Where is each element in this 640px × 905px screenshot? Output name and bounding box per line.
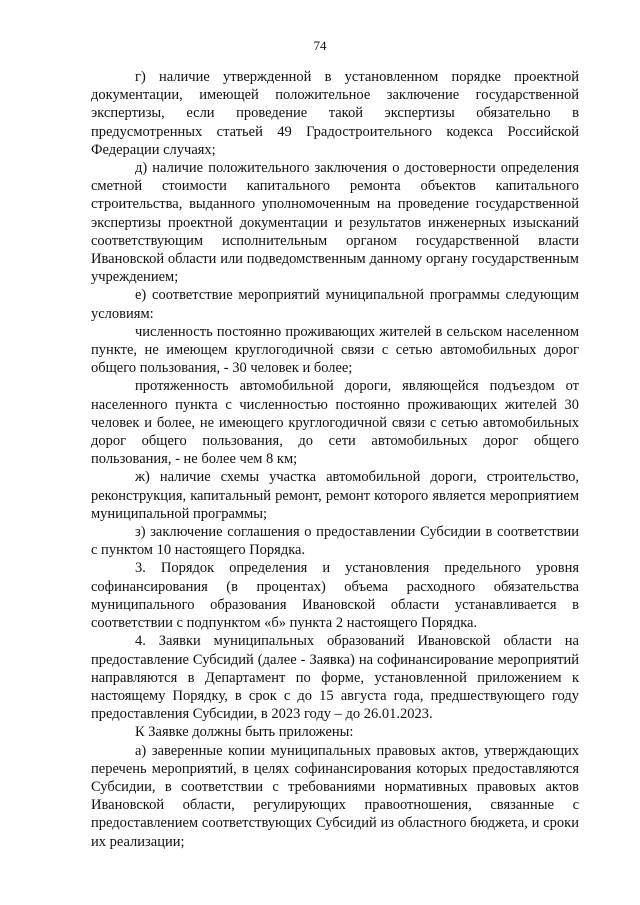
paragraph-zh: ж) наличие схемы участка автомобильной дороги, строительство, реконструкция, капитальный ремонт, ремонт которого является мероприятием муниципальной программы; [91,469,579,522]
paragraph-z: з) заключение соглашения о предоставлении Субсидии в соответствии с пунктом 10 настоящего Порядка. [91,524,579,559]
paragraph-condition-population: численность постоянно проживающих жителей в сельском населенном пункте, не имеющем круглогодичной связи с сетью автомобильных дорог общего пользования, - 30 человек и более; [91,323,579,377]
paragraph-condition-road-length: протяженность автомобильной дороги, являющейся подъездом от населенного пункта с численностью постоянно проживающих жителей 30 человек и более, не имеющего круглогодичной связи с сетью автомобильных дорог общего пользования, до сети автомобильных дорог общего пользования, - не более чем 8 км; [91,378,579,468]
paragraph-attachment-a: а) заверенные копии муниципальных правовых актов, утверждающих перечень мероприятий, в целях софинансирования которых предоставляются Субсидии, в соответствии с требованиями нормативных правовых актов Ивановской области, регулирующих правоотношения, связанные с предоставлением соответствующих Субсидий из областного бюджета, и сроки их реализации; [91,742,579,850]
paragraph-attachments-heading: К Заявке должны быть приложены: [135,724,354,741]
paragraph-item-3: 3. Порядок определения и установления предельного уровня софинансирования (в процентах) объема расходного обязательства муниципального образования Ивановской области устанавливается в соответствии с подпунктом «б» пункта 2 настоящего Порядка. [91,560,579,632]
paragraph-e: е) соответствие мероприятий муниципальной программы следующим условиям: [91,287,579,322]
paragraph-item-4: 4. Заявки муниципальных образований Ивановской области на предоставление Субсидий (далее - Заявка) на софинансирование мероприятий направляются в Департамент по форме, установленной приложением к настоящему Порядку, в срок с до 15 августа года, предшествующего году предоставления Субсидии, в 2023 году – до 26.01.2023. [91,633,579,723]
page-number: 74 [313,38,327,53]
paragraph-d: д) наличие положительного заключения о достоверности определения сметной стоимости капитального ремонта объектов капитального строительства, выданного уполномоченным на проведение государственной экспертизы проектной документации и результатов инженерных изысканий соответствующим исполнительным органом государственной власти Ивановской области или подведомственным данному органу государственным учреждением; [91,160,579,286]
document-body [91,68,579,851]
paragraph-g: г) наличие утвержденной в установленном порядке проектной документации, имеющей положительное заключение государственной экспертизы, если проведение такой экспертизы обязательно в предусмотренных статьей 49 Градостроительного кодекса Российской Федерации случаях; [91,69,579,158]
